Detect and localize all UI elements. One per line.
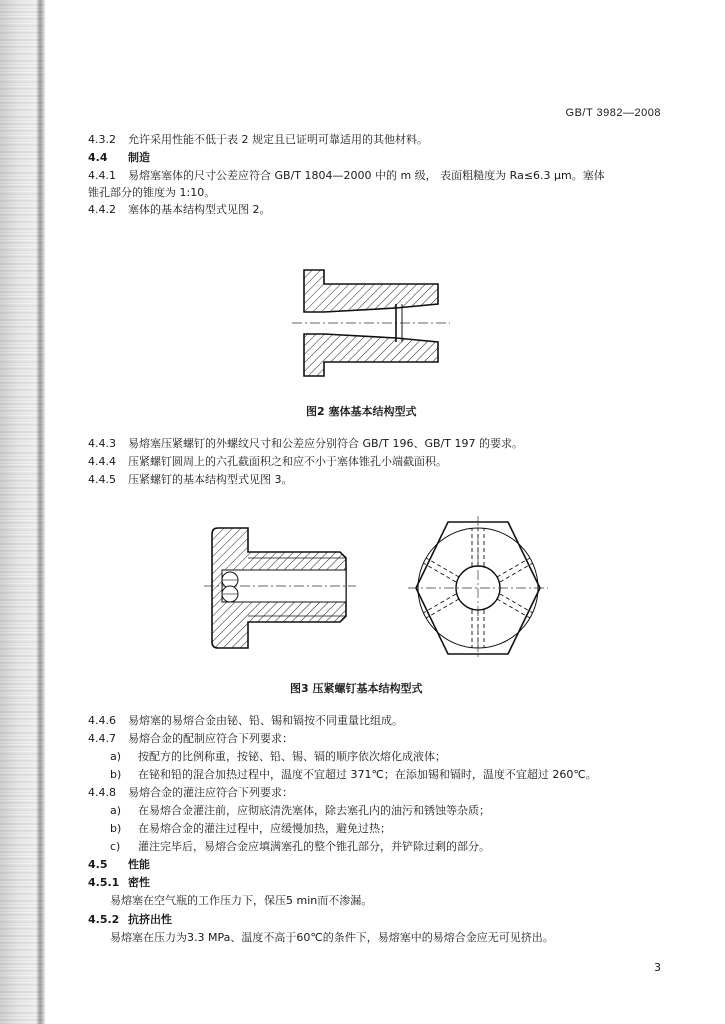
clause-number: 4.3.2 [88, 133, 116, 146]
figure-2-plug-body-drawing [286, 262, 456, 384]
clause-number: 4.4.5 [88, 473, 116, 486]
clause-text: 压紧螺钉的基本结构型式见图 3。 [128, 473, 293, 486]
clause-text: 允许采用性能不低于表 2 规定且已证明可靠适用的其他材料。 [128, 133, 428, 146]
paragraph-4-3-2 [88, 132, 428, 147]
clause-text: 压紧螺钉圆周上的六孔截面积之和应不小于塞体锥孔小端截面积。 [128, 455, 447, 468]
paragraph-4-4-8 [88, 785, 293, 800]
standard-number: GB/T 3982—2008 [565, 107, 661, 119]
paragraph-4-4-3 [88, 436, 523, 451]
clause-number: 4.5.1 [88, 876, 120, 889]
list-marker: a) [110, 750, 122, 763]
paragraph-4-4-1-cont [88, 185, 215, 200]
list-text: 灌注完毕后，易熔合金应填满塞孔的整个锥孔部分，并铲除过剩的部分。 [138, 840, 490, 853]
clause-text: 易熔塞塞体的尺寸公差应符合 GB/T 1804—2000 中的 m 级， 表面粗糙度为 Ra≤6.3 μm。塞体 [128, 169, 605, 182]
clause-text: 易熔塞在压力为3.3 MPa、温度不高于60℃的条件下，易熔塞中的易熔合金应无可见挤出。 [110, 931, 554, 944]
heading-4-4 [88, 150, 150, 165]
list-item-4-4-8-b [110, 821, 391, 836]
heading-4-5 [88, 857, 150, 872]
paragraph-4-4-2 [88, 202, 271, 217]
clause-number: 4.4 [88, 151, 108, 164]
paragraph-4-5-2-body [110, 930, 554, 945]
clause-text: 塞体的基本结构型式见图 2。 [128, 203, 271, 216]
heading-4-5-1 [88, 875, 150, 890]
list-item-4-4-8-c [110, 839, 490, 854]
clause-number: 4.5 [88, 858, 108, 871]
clause-number: 4.4.4 [88, 455, 116, 468]
clause-text: 锥孔部分的锥度为 1:10。 [88, 186, 216, 199]
clause-text: 密性 [128, 876, 150, 889]
scan-binding-bar [36, 0, 46, 1024]
figure-2-caption: 图2 塞体基本结构型式 [306, 405, 417, 418]
paragraph-4-4-5 [88, 472, 293, 487]
page-number: 3 [654, 961, 661, 974]
clause-number: 4.4.6 [88, 714, 116, 727]
list-marker: b) [110, 768, 122, 781]
list-text: 在易熔合金灌注前，应彻底清洗塞体，除去塞孔内的油污和锈蚀等杂质； [138, 804, 490, 817]
clause-text: 易熔塞的易熔合金由铋、铅、锡和镉按不同重量比组成。 [128, 714, 403, 727]
paragraph-4-4-4 [88, 454, 447, 469]
list-marker: b) [110, 822, 122, 835]
list-text: 按配方的比例称重，按铋、铅、锡、镉的顺序依次熔化成液体； [138, 750, 446, 763]
clause-number: 4.4.1 [88, 169, 116, 182]
clause-number: 4.4.8 [88, 786, 116, 799]
paragraph-4-4-7 [88, 731, 293, 746]
clause-number: 4.4.7 [88, 732, 116, 745]
clause-text: 抗挤出性 [128, 913, 172, 926]
figure-3-caption: 图3 压紧螺钉基本结构型式 [290, 682, 423, 695]
clause-text: 易熔合金的灌注应符合下列要求： [128, 786, 293, 799]
list-marker: c) [110, 840, 121, 853]
paragraph-4-5-1-body [110, 893, 372, 908]
clause-text: 制造 [128, 151, 150, 164]
clause-text: 易熔合金的配制应符合下列要求： [128, 732, 293, 745]
clause-number: 4.4.3 [88, 437, 116, 450]
list-marker: a) [110, 804, 122, 817]
clause-number: 4.5.2 [88, 913, 120, 926]
clause-number: 4.4.2 [88, 203, 116, 216]
list-item-4-4-8-a [110, 803, 490, 818]
figure-3-hex-end-view-drawing [408, 516, 548, 660]
clause-text: 易熔塞压紧螺钉的外螺纹尺寸和公差应分别符合 GB/T 196、GB/T 197 的要求。 [128, 437, 523, 450]
list-item-4-4-7-b [110, 767, 597, 782]
list-text: 在易熔合金的灌注过程中，应缓慢加热，避免过热； [138, 822, 391, 835]
paragraph-4-4-1 [88, 168, 605, 183]
figure-3-screw-section-drawing [200, 518, 360, 658]
list-text: 在铋和铅的混合加热过程中，温度不宜超过 371℃；在添加锡和镉时，温度不宜超过 260℃。 [138, 768, 597, 781]
clause-text: 易熔塞在空气瓶的工作压力下，保压5 min而不渗漏。 [110, 894, 373, 907]
heading-4-5-2 [88, 912, 172, 927]
paragraph-4-4-6 [88, 713, 403, 728]
list-item-4-4-7-a [110, 749, 446, 764]
clause-text: 性能 [128, 858, 150, 871]
